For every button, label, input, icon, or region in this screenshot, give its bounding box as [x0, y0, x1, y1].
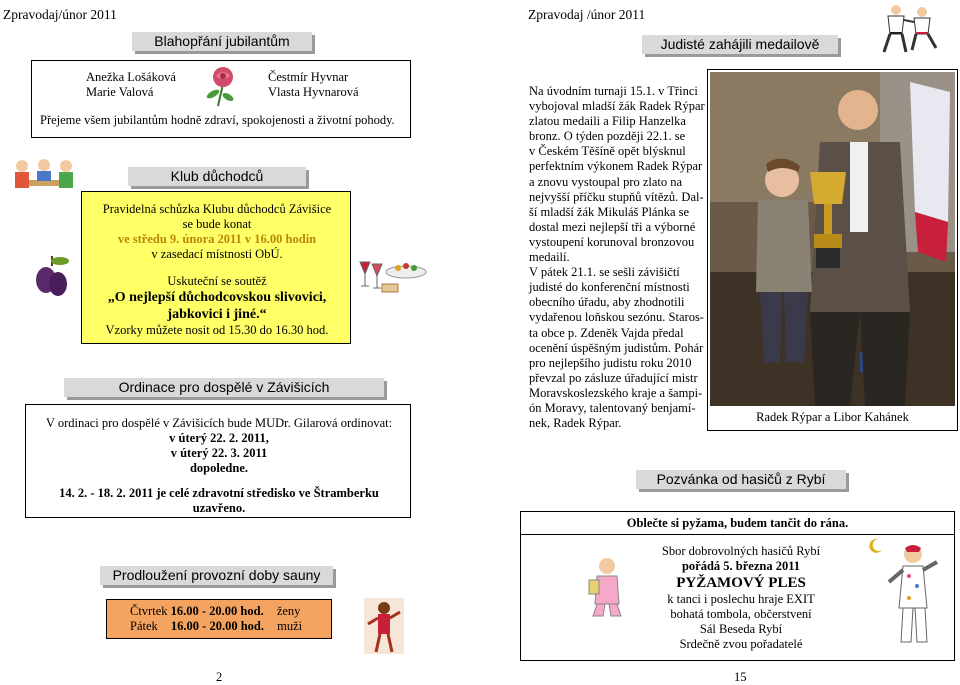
judo-photo-frame [707, 69, 958, 431]
jubilanti-wish: Přejeme všem jubilantům hodně zdraví, spokojenosti a životní pohody. [40, 113, 395, 127]
jubilanti-names-left: Anežka Lošáková Marie Valová [86, 70, 176, 99]
judo-title: Judisté zahájili medailově [642, 35, 838, 54]
ordinace-line1: V ordinaci pro dospělé v Závišicích bude MUDr. Gilarová ordinovat: [45, 416, 393, 430]
right-page-number: 15 [734, 670, 747, 684]
sauna-row2-day: Pátek [130, 619, 158, 633]
ordinace-box [25, 404, 411, 518]
klub-line2: se bude konat [182, 217, 252, 231]
hasici-line1: Sbor dobrovolných hasičů Rybí [661, 544, 821, 558]
judo-photo-caption: Radek Rýpar a Libor Kahánek [756, 410, 909, 424]
hasici-line4: k tanci i poslechu hraje EXIT [667, 592, 815, 606]
moon-icon [867, 538, 883, 554]
ordinace-line3: v úterý 22. 3. 2011 [170, 446, 268, 460]
klub-title: Klub důchodců [128, 167, 306, 186]
plums-icon [32, 254, 72, 298]
klub-line3: ve středu 9. února 2011 v 16.00 hodin [117, 232, 317, 246]
klub-line4: v zasedací místnosti ObÚ. [151, 247, 283, 261]
sauna-row1-who: ženy [276, 604, 301, 618]
judo-photo [710, 72, 955, 406]
pajama-icon [583, 556, 629, 618]
hasici-slogan: Oblečte si pyžama, budem tančit do rána. [626, 516, 849, 530]
sauna-row1 [130, 604, 302, 619]
hasici-line7: Srdečně zvou pořadatelé [679, 637, 803, 651]
seniors-icon [10, 156, 78, 198]
klub-line5: Uskuteční se soutěž [167, 274, 267, 288]
hasici-line3: PYŽAMOVÝ PLES [676, 575, 806, 591]
sauna-row1-day: Čtvrtek [130, 604, 168, 618]
klub-line8: Vzorky můžete nosit od 15.30 do 16.30 hod. [105, 323, 329, 337]
sauna-woman-icon [364, 598, 404, 654]
left-running-header: Zpravodaj/únor 2011 [3, 7, 117, 22]
jubilanti-title: Blahopřání jubilantům [132, 32, 312, 51]
judo-icon [878, 2, 940, 56]
rose-icon [202, 64, 244, 108]
klub-line1: Pravidelná schůzka Klubu důchodců Závišice [102, 202, 332, 216]
hasici-title: Pozvánka od hasičů z Rybí [636, 470, 846, 489]
drinks-icon [354, 250, 428, 296]
sauna-box [106, 599, 332, 639]
left-page-number: 2 [216, 670, 223, 684]
ordinace-title: Ordinace pro dospělé v Závišicích [64, 378, 384, 397]
ordinace-line4: dopoledne. [189, 461, 248, 475]
judo-text: Na úvodním turnaji 15.1. v Třinci vybojoval mladší žák Radek Rýpar zlatou medaili a Filip Hanzelka bronz. O týden později 22.1. se v Českém Těšíně opět blýsknul perfektním výkonem Radek Rýpar a znovu vystoupal pro zlato na nejvyšší příčku stupňů vítězů. Dal- ší mladší žák Mikuláš Plánka se dostal mezi nejlepší tři a výborné vystoupení korunoval bronzovou medailí. V pátek 21.1. se sešli závišičtí judisté do konferenční místnosti obecního úřadu, aby zhodnotili vydařenou loňskou sezónu. Staros- ta obce p. Zdeněk Vajda předal ocenění úspěšným judistům. Pohár pro nejlepšího judistu roku 2010 převzal po zásluze úřadující mistr Moravskoslezského kraje a šampi- ón Moravy, talentovaný benjamí- nek, Radek Rýpar. [529, 84, 705, 431]
sauna-row2-time: 16.00 - 20.00 hod. [170, 619, 264, 633]
sauna-row2 [130, 619, 302, 634]
sauna-title: Prodloužení provozní doby sauny [100, 566, 333, 585]
jubilanti-box [31, 60, 411, 138]
ordinace-line5: 14. 2. - 18. 2. 2011 je celé zdravotní středisko ve Štramberku [59, 486, 379, 500]
klub-line6: „O nejlepší důchodcovskou slivovici, [107, 290, 327, 305]
pajama-icon [885, 542, 943, 652]
sauna-row1-time: 16.00 - 20.00 hod. [170, 604, 264, 618]
hasici-box [520, 511, 955, 661]
klub-box [81, 191, 351, 344]
hasici-line2: pořádá 5. března 2011 [681, 559, 801, 573]
hasici-line5: bohatá tombola, občerstvení [670, 607, 812, 621]
klub-line7: jabkovici i jiné.“ [167, 307, 267, 322]
sauna-row2-who: muži [277, 619, 303, 633]
right-running-header: Zpravodaj /únor 2011 [528, 7, 646, 22]
hasici-line6: Sál Beseda Rybí [699, 622, 783, 636]
ordinace-line6: uzavřeno. [192, 501, 246, 515]
jubilanti-names-right: Čestmír Hyvnar Vlasta Hyvnarová [268, 70, 359, 99]
ordinace-line2: v úterý 22. 2. 2011, [169, 431, 269, 445]
